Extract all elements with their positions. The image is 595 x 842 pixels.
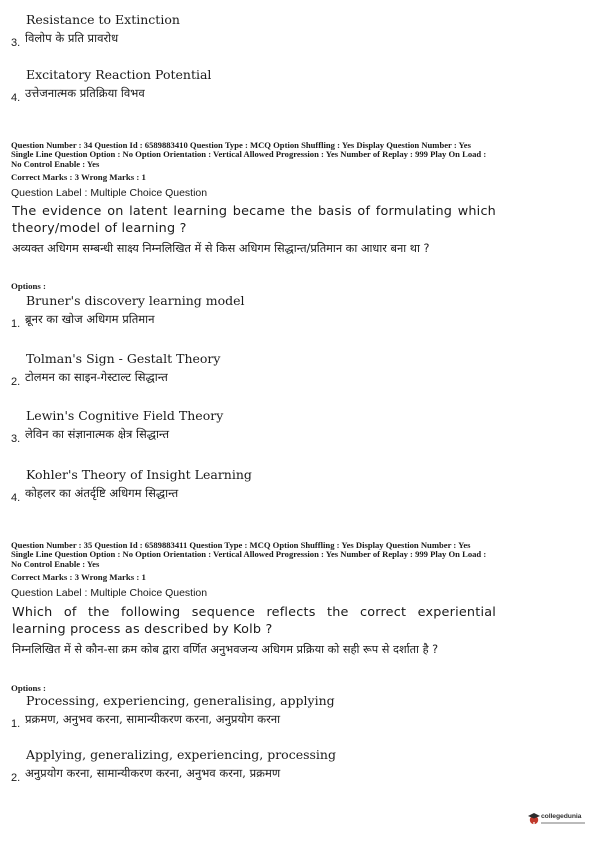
question-text-english: Which of the following sequence reflects the correct experiential learning process as described by Kolb ? xyxy=(12,605,496,637)
collegedunia-logo xyxy=(528,810,588,832)
option-text-hindi: ब्रूनर का खोज अधिगम प्रतिमान xyxy=(25,312,155,326)
question-label: Question Label : Multiple Choice Question xyxy=(11,187,208,199)
option-text-hindi: लेविन का संज्ञानात्मक क्षेत्र सिद्धान्त xyxy=(25,427,170,441)
option-number: 1. xyxy=(11,318,21,330)
meta-line: Question Number : 35 Question Id : 6589883411 Question Type : MCQ Option Shuffling : Yes Display Question Number : Yes xyxy=(11,540,471,550)
option-text-hindi: उत्तेजनात्मक प्रतिक्रिया विभव xyxy=(25,86,145,100)
option-number: 3. xyxy=(11,433,21,445)
question-meta xyxy=(11,141,586,169)
option-number: 4. xyxy=(11,92,21,104)
option-text-english: Resistance to Extinction xyxy=(26,12,180,27)
option-text-hindi: कोहलर का अंतर्दृष्टि अधिगम सिद्धान्त xyxy=(25,486,179,500)
question-label: Question Label : Multiple Choice Question xyxy=(11,587,208,599)
option-text-english: Kohler's Theory of Insight Learning xyxy=(26,467,252,482)
option-text-english: Lewin's Cognitive Field Theory xyxy=(26,408,224,423)
meta-line: Question Number : 34 Question Id : 6589883410 Question Type : MCQ Option Shuffling : Yes Display Question Number : Yes xyxy=(11,140,471,150)
option-text-hindi: टोलमन का साइन-गेस्टाल्ट सिद्धान्त xyxy=(25,370,168,384)
option-number: 1. xyxy=(11,718,21,730)
meta-line: Single Line Question Option : No Option Orientation : Vertical Allowed Progression : Yes Number of Replay : 999 Play On Load : xyxy=(11,149,487,160)
option-text-english: Applying, generalizing, experiencing, processing xyxy=(26,747,336,762)
option-text-hindi: विलोप के प्रति प्रावरोध xyxy=(25,31,119,45)
meta-line: No Control Enable : Yes xyxy=(11,158,100,169)
options-label: Options : xyxy=(11,683,46,693)
graduation-cap-icon xyxy=(528,812,540,826)
meta-line: Single Line Question Option : No Option Orientation : Vertical Allowed Progression : Yes Number of Replay : 999 Play On Load : xyxy=(11,549,487,560)
question-text-hindi: अव्यक्त अधिगम सम्बन्धी साक्ष्य निम्नलिखित में से किस अधिगम सिद्धान्त/प्रतिमान का आधार बना था ? xyxy=(12,242,430,255)
option-text-english: Processing, experiencing, generalising, applying xyxy=(26,693,335,708)
option-text-hindi: प्रक्रमण, अनुभव करना, सामान्यीकरण करना, अनुप्रयोग करना xyxy=(25,712,281,726)
question-meta xyxy=(11,541,586,569)
marks-info: Correct Marks : 3 Wrong Marks : 1 xyxy=(11,172,146,182)
option-number: 3. xyxy=(11,37,21,49)
option-number: 4. xyxy=(11,492,21,504)
meta-line: No Control Enable : Yes xyxy=(11,558,100,569)
logo-tagline-bar xyxy=(541,822,585,824)
option-number: 2. xyxy=(11,376,21,388)
option-text-english: Bruner's discovery learning model xyxy=(26,293,245,308)
logo-text: collegedunia xyxy=(541,813,582,820)
marks-info: Correct Marks : 3 Wrong Marks : 1 xyxy=(11,572,146,582)
option-text-english: Tolman's Sign - Gestalt Theory xyxy=(26,351,221,366)
options-label: Options : xyxy=(11,281,46,291)
option-number: 2. xyxy=(11,772,21,784)
question-text-english: The evidence on latent learning became the basis of formulating which theory/model of learning ? xyxy=(12,204,496,236)
option-text-hindi: अनुप्रयोग करना, सामान्यीकरण करना, अनुभव करना, प्रक्रमण xyxy=(25,766,281,780)
option-text-english: Excitatory Reaction Potential xyxy=(26,67,212,82)
question-text-hindi: निम्नलिखित में से कौन-सा क्रम कोब द्वारा वर्णित अनुभवजन्य अधिगम प्रक्रिया को सही रूप से दर्शाता है ? xyxy=(12,643,439,656)
